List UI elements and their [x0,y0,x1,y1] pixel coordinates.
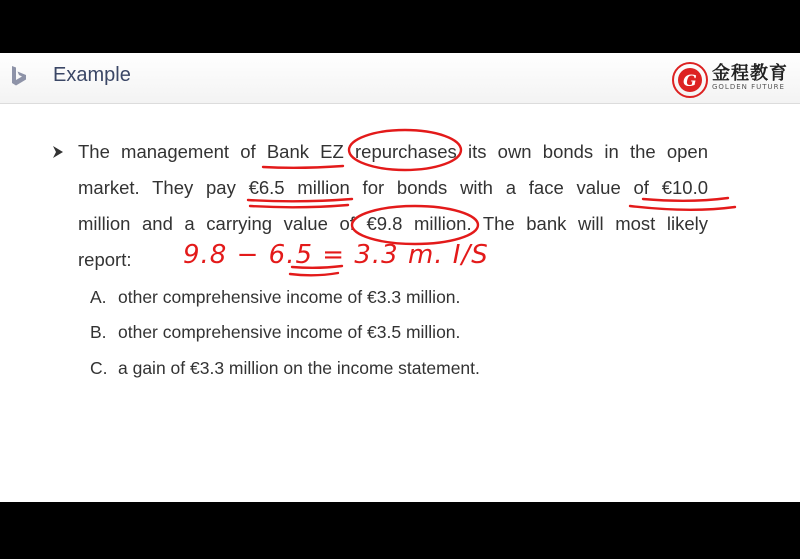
question-line-2: market. They pay €6.5 million for bonds with a face value of €10.0 [78,177,708,198]
slide-header [0,53,800,103]
underline-10-0-2 [630,206,735,210]
underline-3-3-2 [290,273,338,275]
logo-english-text: GOLDEN FUTURE [712,83,785,91]
option-c-letter: C. [90,358,108,378]
logo-chinese-text: 金程教育 [712,63,788,84]
option-a[interactable] [90,287,460,308]
option-b[interactable] [90,322,460,343]
header-divider [0,103,800,104]
option-c-text: a gain of €3.3 million on the income statement. [118,358,480,378]
question-line-4: report: [78,249,132,270]
option-a-letter: A. [90,287,107,307]
page-title: Example [53,64,131,86]
underline-6-5-million-2 [250,205,348,207]
underline-6-5-million [248,199,352,201]
question-line-3: million and a carrying value of €9.8 million. The bank will most likely [78,213,708,234]
slide [0,53,800,502]
option-a-text: other comprehensive income of €3.3 million. [118,287,461,307]
option-b-letter: B. [90,322,107,342]
option-c[interactable] [90,358,480,379]
arrow-bullet-icon [52,145,64,159]
option-b-text: other comprehensive income of €3.5 million. [118,322,461,342]
handwritten-calculation: 9.8 − 6.5 = 3.3 m. I/S [183,240,489,270]
question-line-1: The management of Bank EZ repurchases its own bonds in the open [78,141,708,162]
bing-logo-icon [9,65,29,87]
pen-annotations [0,53,800,502]
svg-text:G: G [683,71,697,90]
underline-bank-ez [263,166,343,168]
